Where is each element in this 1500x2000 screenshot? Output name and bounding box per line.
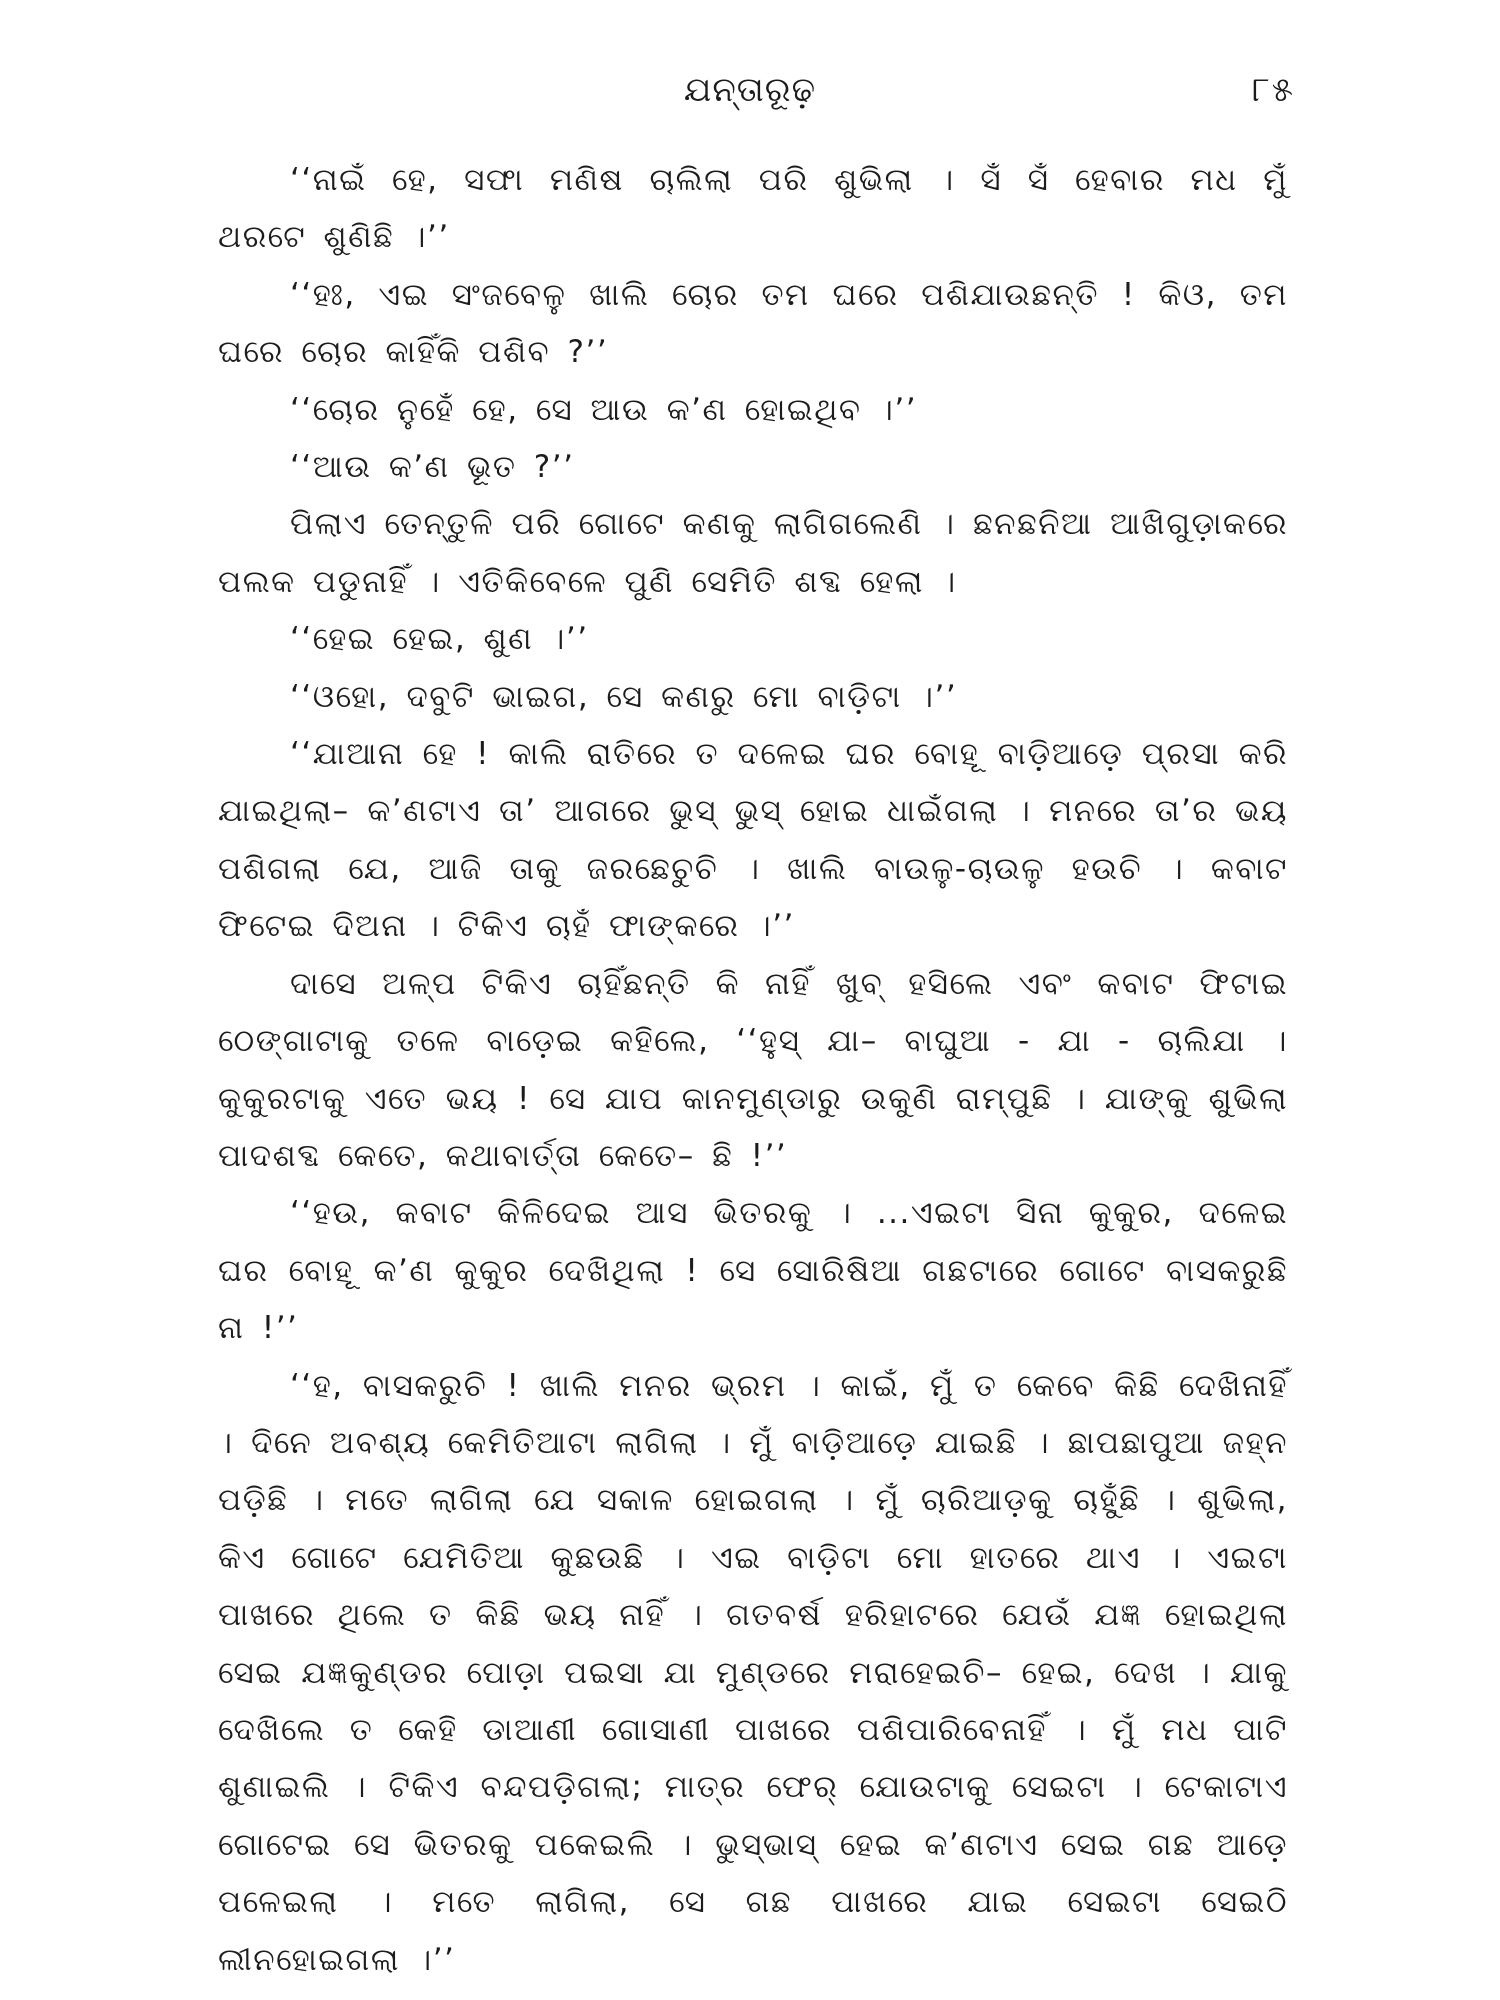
paragraph: ‘‘ଓହୋ, ଦବୁଟି ଭାଇଗ, ସେ କଣରୁ ମୋ ବାଡ଼ିଟା ।’’ xyxy=(290,678,958,715)
running-title: ଯନ୍ତାରୂଢ଼ xyxy=(683,70,817,110)
paragraph: ‘‘ଚୋର ନୁହେଁ ହେ, ସେ ଆଉ କ’ଣ ହୋଇଥିବ ।’’ xyxy=(290,391,918,428)
body-text xyxy=(218,152,1288,1989)
paragraph: ‘‘ଆଉ କ’ଣ ଭୂତ ?’’ xyxy=(290,449,575,486)
page-number: ୮୫ xyxy=(1252,70,1295,110)
paragraph: ‘‘ହଉ, କବାଟ କିଳିଦେଇ ଆସ ଭିତରକୁ । ...ଏଇଟା ସିନା କୁକୁର, ଦଳେଇ ଘର ବୋହୂ କ’ଣ କୁକୁର ଦେଖିଥିଲା ! ସେ ସୋରିଷିଆ ଗଛଟାରେ ଗୋଟେ ବାସକରୁଛି ନା !’’ xyxy=(218,1195,1288,1347)
paragraph: ‘‘ହଃ, ଏଇ ସଂଜବେଳୁ ଖାଲି ଚୋର ତମ ଘରେ ପଶିଯାଉଛନ୍ତି ! କିଓ, ତମ ଘରେ ଚୋର କାହିଁକି ପଶିବ ?’’ xyxy=(218,276,1288,371)
paragraph: ‘‘ଯାଆନା ହେ ! କାଲି ରାତିରେ ତ ଦଳେଇ ଘର ବୋହୂ ବାଡ଼ିଆଡ଼େ ପ୍ରସା କରି ଯାଇଥିଲା– କ’ଣଟାଏ ତା’ ଆଗରେ ଭୁସ୍ ଭୁସ୍ ହୋଇ ଧାଇଁଗଲା । ମନରେ ତା’ର ଭୟ ପଶିଗଲା ଯେ, ଆଜି ତାକୁ ଜରଛେଚୁଚି । ଖାଲି ବାଉଳୁ-ଚାଉଳୁ ହଉଚି । କବାଟ ଫିଟେଇ ଦିଅନା । ଟିକିଏ ଚାହଁ ଫାଙ୍କରେ ।’’ xyxy=(218,736,1288,945)
paragraph: ପିଲାଏ ତେନ୍ତୁଳି ପରି ଗୋଟେ କଣକୁ ଲାଗିଗଲେଣି । ଛନଛନିଆ ଆଖିଗୁଡ଼ାକରେ ପଲକ ପଡୁନାହିଁ । ଏତିକିବେଳେ ପୁଣି ସେମିତି ଶବ୍ଦ ହେଲା । xyxy=(218,506,1288,600)
paragraph: ‘‘ହ, ବାସକରୁଚି ! ଖାଲି ମନର ଭ୍ରମ । କାଇଁ, ମୁଁ ତ କେବେ କିଛି ଦେଖିନାହିଁ । ଦିନେ ଅବଶ୍ୟ କେମିତିଆଟା ଲାଗିଲା । ମୁଁ ବାଡ଼ିଆଡ଼େ ଯାଇଛି । ଛାପଛାପୁଆ ଜହ୍ନ ପଡ଼ିଛି । ମତେ ଲାଗିଲା ଯେ ସକାଳ ହୋଇଗଲା । ମୁଁ ଚାରିଆଡ଼କୁ ଚାହୁଁଛି । ଶୁଭିଲା, କିଏ ଗୋଟେ ଯେମିତିଆ କୁଛଉଛି । ଏଇ ବାଡ଼ିଟା ମୋ ହାତରେ ଥାଏ । ଏଇଟା ପାଖରେ ଥିଲେ ତ କିଛି ଭୟ ନାହିଁ । ଗତବର୍ଷ ହରିହାଟରେ ଯେଉଁ ଯଜ୍ଞ ହୋଇଥିଲା ସେଇ ଯଜ୍ଞକୁଣ୍ଡର ପୋଡ଼ା ପଇସା ଯା ମୁଣ୍ଡରେ ମରାହେଇଚି– ହେଇ, ଦେଖ । ଯାକୁ ଦେଖିଲେ ତ କେହି ଡାଆଣୀ ଗୋସାଣୀ ପାଖରେ ପଶିପାରିବେନାହିଁ । ମୁଁ ମଧ ପାଟି ଶୁଣାଇଲି । ଟିକିଏ ବନ୍ଦପଡ଼ିଗଲା; ମାତ୍ର ଫେର୍ ଯୋଉଟାକୁ ସେଇଟା । ଟେକାଟାଏ ଗୋଟେଇ ସେ ଭିତରକୁ ପକେଇଲି । ଭୁସ୍‌ଭାସ୍ ହେଇ କ’ଣଟାଏ ସେଇ ଗଛ ଆଡ଼େ ପଳେଇଲା । ମତେ ଲାଗିଲା, ସେ ଗଛ ପାଖରେ ଯାଇ ସେଇଟା ସେଇଠି ଲୀନହୋଇଗଲା ।’’ xyxy=(218,1367,1288,1978)
paragraph: ‘‘ହେଇ ହେଇ, ଶୁଣ ।’’ xyxy=(290,621,589,658)
running-header xyxy=(0,60,1500,120)
paragraph: ଦାସେ ଅଳ୍ପ ଟିକିଏ ଚାହିଁଛନ୍ତି କି ନାହିଁ ଖୁବ୍ ହସିଲେ ଏବଂ କବାଟ ଫିଟାଇ ଠେଙ୍ଗାଟାକୁ ତଳେ ବାଡ଼େଇ କହିଲେ, ‘‘ହୁସ୍ ଯା– ବାଘୁଆ - ଯା - ଚାଲିଯା । କୁକୁରଟାକୁ ଏତେ ଭୟ ! ସେ ଯାପ କାନମୁଣ୍ଡାରୁ ଉକୁଣି ରାମ୍ପୁଛି । ଯାଙ୍କୁ ଶୁଭିଲା ପାଦଶବ୍ଦ କେତେ, କଥାବାର୍ତ୍ତା କେତେ– ଛି !’’ xyxy=(218,965,1288,1174)
paragraph: ‘‘ନାଇଁ ହେ, ସଫା ମଣିଷ ଚାଲିଲା ପରି ଶୁଭିଲା । ସଁ ସଁ ହେବାର ମଧ ମୁଁ ଥରଟେ ଶୁଣିଛି ।’’ xyxy=(218,162,1288,256)
